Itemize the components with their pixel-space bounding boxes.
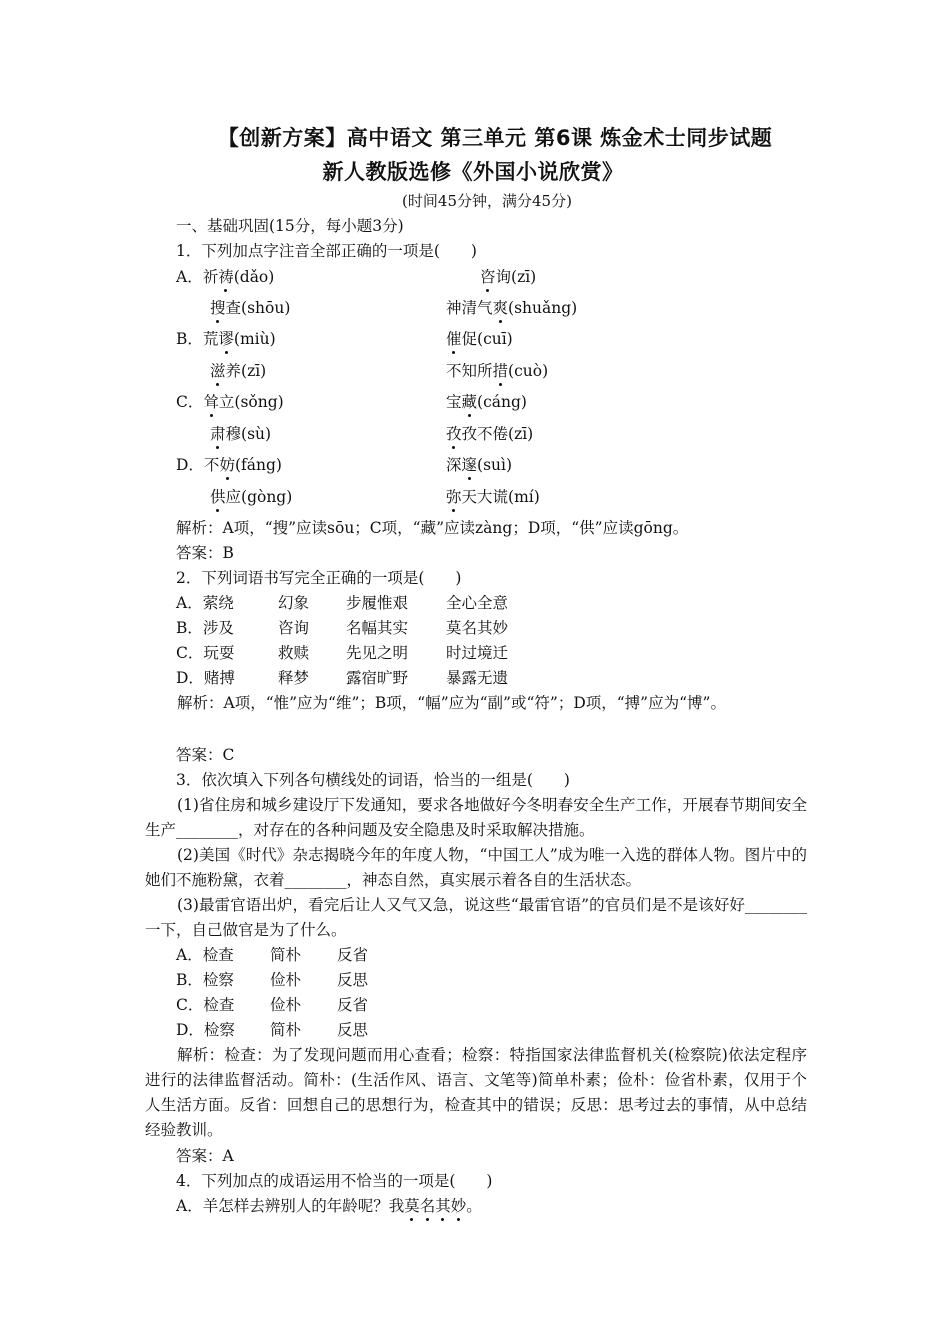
q3-answer: 答案：A — [176, 1147, 234, 1165]
q1-option-d2: 深邃(suì) — [446, 456, 513, 474]
q3-sentence-1: (1)省住房和城乡建设厅下发通知，要求各地做好今冬明春安全生产工作，开展春节期间安全生产________，对存在的各种问题及安全隐患及时采取解决措施。 — [145, 796, 807, 839]
emphasis-dot-char: 莫 — [404, 1197, 420, 1215]
section-heading: 一、基础巩固(15分，每小题3分) — [176, 217, 404, 235]
q2-analysis: 解析：A项，“惟”应为“维”；B项，“幅”应为“副”或“符”；D项，“搏”应为“博”。 — [177, 694, 726, 712]
emphasis-dot-char: 妙 — [450, 1197, 467, 1215]
q1-option-c2: 宝藏(cáng) — [446, 393, 527, 411]
q3-option-a: A．检查 — [176, 946, 234, 964]
q1-option-b3: 滋养(zī) — [210, 362, 267, 380]
q1-option-b2: 催促(cuī) — [446, 330, 513, 348]
q4-emphasized-idiom — [404, 1197, 466, 1215]
emphasis-dot-char: 名 — [419, 1197, 436, 1215]
q1-option-b1: B．荒谬(miù) — [176, 330, 276, 348]
q2-answer: 答案：C — [176, 746, 235, 764]
q1-option-c4: 孜孜不倦(zī) — [446, 425, 534, 443]
q2-option-d: D．赌搏 — [176, 669, 235, 687]
q3-sentence-2: (2)美国《时代》杂志揭晓今年的年度人物，“中国工人”成为唯一入选的群体人物。图片中的她们不施粉黛，衣着________，神态自然，真实展示着各自的生活状态。 — [145, 846, 807, 889]
q2-option-b: B．涉及 — [176, 619, 234, 637]
q1-option-a4: 神清气爽(shuǎng) — [446, 299, 578, 317]
q1-option-d1: D．不妨(fáng) — [176, 456, 282, 474]
q3-analysis: 解析：检查：为了发现问题而用心查看；检察：特指国家法律监督机关(检察院)依法定程序进行的法律监督活动。简朴：(生活作风、语言、文笔等)简单朴素；俭朴：俭省朴素，仅用于个人生活方面。反省：回想自己的思想行为，检查其中的错误；反思：思考过去的事情，从中总结经验教训。 — [145, 1046, 807, 1139]
q3-stem: 3．依次填入下列各句横线处的词语，恰当的一组是( ) — [176, 771, 570, 789]
q3-option-c: C．检查 — [176, 996, 235, 1014]
document-page: 【创新方案】高中语文 第三单元 第6课 炼金术士同步试题 新人教版选修《外国小说欣赏》 (时间45分钟，满分45分) 一、基础巩固(15分，每小题3分) 1．下列加点字注音全部正确的一项是( ) A．祈祷(dǎo) 咨询(zī) 搜查(shōu) 神清气爽(shuǎng) B．荒谬(miù) 催促(cuī) 滋养(zī) 不知所措(cuò) C．耸立(sǒng) 宝藏(cáng) 肃穆(sù) 孜孜不倦(zī) D．不妨(fáng) 深邃(suì) 供应(gòng) 弥天大谎(mí) 解析：A项，“搜”应读sōu；C项，“藏”应读zàng；D项，“供”应读gōng。 答案：B 2．下列词语书写完全正确的一项是( ) A．萦绕 幻象 步履惟艰 全心全意 B．涉及 咨询 名幅其实 莫名其妙 C．玩耍 救赎 先见之明 时过境迁 D．赌搏 释梦 露宿旷野 暴露无遗 解析：A项，“惟”应为“维”；B项，“幅”应为“副”或“符”；D项，“搏”应为“博”。 答案：C 3．依次填入下列各句横线处的词语，恰当的一组是( ) (1)省住房和城乡建设厅下发通知，要求各地做好今冬明春安全生产工作，开展春节期间安全生产________，对存在的各种问题及安全隐患及时采取解决措施。 (2)美国《时代》杂志揭晓今年的年度人物，“中国工人”成为唯一入选的群体人物。图片中的她们不施粉黛，衣着________，神态自然，真实展示着各自的生活状态。 (3)最雷官语出炉，看完后让人又气又急，说这些“最雷官语”的官员们是不是该好好________一下，自己做官是为了什么。 A．检查 简朴 反省 B．检察 俭朴 反思 C．检查 俭朴 反省 D．检察 简朴 反思 解析：检查：为了发现问题而用心查看；检察：特指国家法律监督机关(检察院)依法定程序进行的法律监督活动。简朴：(生活作风、语言、文笔等)简单朴素；俭朴：俭省朴素，仅用于个人生活方面。反省：回想自己的思想行为，检查其中的错误；反思：思考过去的事情，从中总结经验教训。 答案：A 4．下列加点的成语运用不恰当的一项是( ) A．羊怎样去辨别人的年龄呢？我莫名其妙。 — [0, 0, 950, 1344]
document-title: 【创新方案】高中语文 第三单元 第6课 炼金术士同步试题 — [217, 126, 773, 150]
q3-sentence-3: (3)最雷官语出炉，看完后让人又气又急，说这些“最雷官语”的官员们是不是该好好________一下，自己做官是为了什么。 — [145, 896, 807, 939]
q1-stem: 1．下列加点字注音全部正确的一项是( ) — [176, 242, 477, 260]
q1-option-b4: 不知所措(cuò) — [446, 362, 549, 380]
q2-stem: 2．下列词语书写完全正确的一项是( ) — [176, 569, 462, 587]
time-score-note: (时间45分钟，满分45分) — [402, 192, 572, 210]
document-title-line2: 新人教版选修《外国小说欣赏》 — [322, 160, 624, 184]
q3-option-b: B．检察 — [176, 971, 234, 989]
emphasis-dot: 祷 — [218, 268, 234, 286]
q1-option-c3: 肃穆(sù) — [210, 425, 272, 443]
q1-analysis: 解析：A项，“搜”应读sōu；C项，“藏”应读zàng；D项，“供”应读gōng。 — [176, 519, 689, 537]
q1-answer: 答案：B — [176, 544, 234, 562]
q3-option-d: D．检察 — [176, 1021, 235, 1039]
emphasis-dot-char: 其 — [435, 1197, 451, 1215]
q1-option-a2: 咨询(zī) — [480, 268, 537, 286]
q1-option-a3: 搜查(shōu) — [210, 299, 291, 317]
q1-option-d3: 供应(gòng) — [210, 488, 293, 506]
q2-option-c: C．玩耍 — [176, 644, 235, 662]
q1-option-a1: A．祈祷(dǎo) — [176, 268, 275, 286]
q4-option-a: A．羊怎样去辨别人的年龄呢？我莫名其妙。 — [176, 1197, 482, 1215]
q4-stem: 4．下列加点的成语运用不恰当的一项是( ) — [176, 1172, 493, 1190]
q1-option-c1: C．耸立(sǒng) — [176, 393, 284, 411]
q2-option-a: A．萦绕 — [176, 594, 234, 612]
q1-option-d4: 弥天大谎(mí) — [446, 488, 540, 506]
